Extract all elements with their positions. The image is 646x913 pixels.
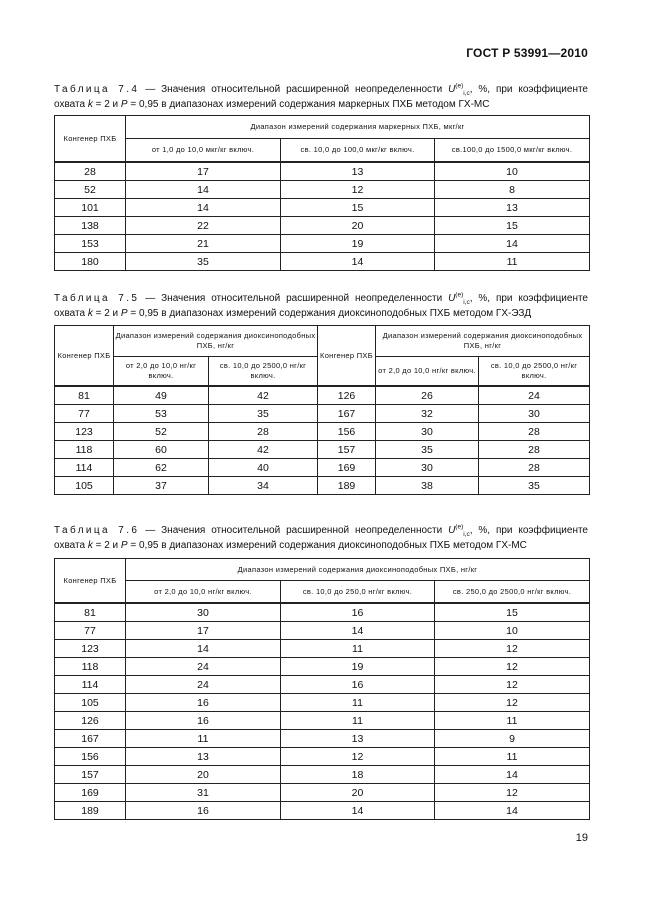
table-cell: 10: [435, 162, 590, 181]
table-cell: 15: [281, 199, 435, 217]
table-cell: 15: [435, 217, 590, 235]
table-cell: 62: [114, 459, 209, 477]
table-cell: 8: [435, 181, 590, 199]
table-cell: 12: [435, 694, 590, 712]
table-row: [55, 640, 590, 658]
header-congener-left: Конгенер ПХБ: [55, 326, 114, 387]
table-cell: 21: [126, 235, 281, 253]
table-cell: 28: [209, 423, 318, 441]
table-cell: 52: [114, 423, 209, 441]
table-cell: 15: [435, 603, 590, 622]
table-row: [55, 405, 590, 423]
document-header: ГОСТ Р 53991—2010: [466, 46, 588, 60]
table-cell: 13: [126, 748, 281, 766]
table-cell: 24: [126, 676, 281, 694]
table-cell: 19: [281, 235, 435, 253]
table-cell: 34: [209, 477, 318, 495]
table-cell: 24: [479, 386, 590, 405]
table-cell: 14: [435, 802, 590, 820]
caption-text: , %, при коэффициенте охвата: [54, 84, 588, 110]
subheader-range-3: св. 250,0 до 2500,0 нг/кг включ.: [435, 581, 590, 604]
table-cell: 126: [318, 386, 376, 405]
table-cell: 14: [281, 622, 435, 640]
table-cell: 16: [126, 694, 281, 712]
table-cell: 12: [435, 640, 590, 658]
header-congener: Конгенер ПХБ: [55, 116, 126, 163]
caption-label: Таблица 7.5: [54, 293, 140, 304]
table-cell: 12: [435, 658, 590, 676]
table-cell: 12: [435, 784, 590, 802]
table-row: [55, 694, 590, 712]
caption-p: P: [120, 308, 128, 319]
table-cell: 11: [281, 694, 435, 712]
table-cell: 81: [55, 603, 126, 622]
caption-text: = 0,95 в диапазонах измерений содержания диоксиноподобных ПХБ методом ГХ-МС: [127, 540, 527, 551]
table-cell: 14: [435, 766, 590, 784]
table-cell: 16: [281, 676, 435, 694]
table-row: [55, 676, 590, 694]
caption-label: Таблица 7.4: [54, 84, 140, 95]
table-cell: 81: [55, 386, 114, 405]
header-congener: Конгенер ПХБ: [55, 559, 126, 604]
table-row: [55, 459, 590, 477]
table-cell: 138: [55, 217, 126, 235]
table-cell: 14: [281, 802, 435, 820]
subheader-range-2: св. 10,0 до 250,0 нг/кг включ.: [281, 581, 435, 604]
table-cell: 28: [479, 459, 590, 477]
table-row: [55, 622, 590, 640]
table-row: [55, 199, 590, 217]
table-cell: 11: [281, 640, 435, 658]
table-cell: 26: [376, 386, 479, 405]
table-cell: 30: [376, 459, 479, 477]
table-cell: 105: [55, 694, 126, 712]
table-cell: 16: [126, 802, 281, 820]
table-cell: 38: [376, 477, 479, 495]
table-cell: 22: [126, 217, 281, 235]
table-cell: 30: [126, 603, 281, 622]
caption-k: k: [87, 540, 93, 551]
table-cell: 40: [209, 459, 318, 477]
table-cell: 14: [126, 181, 281, 199]
table-cell: 126: [55, 712, 126, 730]
table-7-6: [54, 558, 590, 820]
header-range: Диапазон измерений содержания маркерных ПХБ, мкг/кг: [126, 116, 590, 139]
table-cell: 49: [114, 386, 209, 405]
caption-text: = 2 и: [92, 99, 121, 110]
table-cell: 42: [209, 386, 318, 405]
subheader-range-4: св. 10,0 до 2500,0 нг/кг включ.: [479, 357, 590, 387]
caption-text: = 0,95 в диапазонах измерений содержания маркерных ПХБ методом ГХ-МС: [127, 99, 490, 110]
table-row: [55, 603, 590, 622]
table-cell: 53: [114, 405, 209, 423]
caption-text: — Значения относительной расширенной неопределенности: [139, 84, 449, 95]
caption-text: , %, при коэффициенте охвата: [54, 525, 588, 551]
table-cell: 189: [55, 802, 126, 820]
table-cell: 17: [126, 622, 281, 640]
table-cell: 157: [55, 766, 126, 784]
table-row: [55, 441, 590, 459]
table-row: [55, 477, 590, 495]
table-cell: 169: [55, 784, 126, 802]
caption-sub: i,c: [463, 531, 470, 538]
table-cell: 37: [114, 477, 209, 495]
table-7-6-caption: [54, 523, 588, 553]
table-row: [55, 784, 590, 802]
table-cell: 156: [318, 423, 376, 441]
table-cell: 14: [126, 199, 281, 217]
caption-sup: (e): [455, 523, 464, 531]
table-row: [55, 253, 590, 271]
subheader-range-1: от 1,0 до 10,0 мкг/кг включ.: [126, 139, 281, 163]
caption-p: P: [120, 99, 128, 110]
table-7-4: [54, 115, 590, 271]
table-row: [55, 217, 590, 235]
table-row: [55, 712, 590, 730]
table-cell: 28: [479, 423, 590, 441]
caption-p: P: [120, 540, 128, 551]
table-cell: 19: [281, 658, 435, 676]
table-cell: 11: [435, 712, 590, 730]
table-cell: 18: [281, 766, 435, 784]
table-cell: 11: [126, 730, 281, 748]
caption-text: — Значения относительной расширенной неопределенности: [139, 525, 449, 536]
table-cell: 35: [479, 477, 590, 495]
table-row: [55, 181, 590, 199]
table-cell: 9: [435, 730, 590, 748]
table-cell: 60: [114, 441, 209, 459]
table-cell: 101: [55, 199, 126, 217]
caption-symbol: U: [448, 293, 456, 304]
table-cell: 114: [55, 676, 126, 694]
table-cell: 114: [55, 459, 114, 477]
table-cell: 17: [126, 162, 281, 181]
table-cell: 20: [281, 217, 435, 235]
table-cell: 16: [126, 712, 281, 730]
table-cell: 167: [318, 405, 376, 423]
table-cell: 11: [435, 748, 590, 766]
caption-k: k: [87, 99, 93, 110]
table-cell: 35: [376, 441, 479, 459]
table-row: [55, 748, 590, 766]
subheader-range-1: от 2,0 до 10,0 нг/кг включ.: [114, 357, 209, 387]
table-7-5: [54, 325, 590, 495]
table-cell: 28: [55, 162, 126, 181]
caption-symbol: U: [448, 84, 456, 95]
table-cell: 31: [126, 784, 281, 802]
subheader-range-3: св.100,0 до 1500,0 мкг/кг включ.: [435, 139, 590, 163]
table-cell: 167: [55, 730, 126, 748]
table-cell: 123: [55, 423, 114, 441]
table-cell: 24: [126, 658, 281, 676]
table-cell: 118: [55, 441, 114, 459]
table-cell: 14: [281, 253, 435, 271]
table-row: [55, 802, 590, 820]
caption-sub: i,c: [463, 299, 470, 306]
table-7-4-caption: [54, 82, 588, 112]
table-cell: 11: [281, 712, 435, 730]
subheader-range-1: от 2,0 до 10,0 нг/кг включ.: [126, 581, 281, 604]
caption-text: = 2 и: [92, 540, 121, 551]
table-cell: 16: [281, 603, 435, 622]
table-cell: 123: [55, 640, 126, 658]
table-cell: 35: [126, 253, 281, 271]
table-cell: 35: [209, 405, 318, 423]
table-cell: 12: [435, 676, 590, 694]
table-cell: 30: [479, 405, 590, 423]
caption-sup: (e): [455, 82, 464, 90]
table-cell: 13: [281, 730, 435, 748]
table-cell: 20: [126, 766, 281, 784]
subheader-range-2: св. 10,0 до 100,0 мкг/кг включ.: [281, 139, 435, 163]
table-cell: 156: [55, 748, 126, 766]
table-row: [55, 766, 590, 784]
caption-sub: i,c: [463, 90, 470, 97]
table-cell: 13: [435, 199, 590, 217]
table-row: [55, 730, 590, 748]
caption-symbol: U: [448, 525, 456, 536]
table-cell: 157: [318, 441, 376, 459]
header-range-right: Диапазон измерений содержания диоксиноподобных ПХБ, нг/кг: [376, 326, 590, 357]
header-congener-right: Конгенер ПХБ: [318, 326, 376, 387]
page-number: 19: [575, 832, 588, 844]
table-cell: 42: [209, 441, 318, 459]
table-cell: 105: [55, 477, 114, 495]
table-cell: 180: [55, 253, 126, 271]
table-cell: 11: [435, 253, 590, 271]
table-cell: 14: [435, 235, 590, 253]
table-cell: 13: [281, 162, 435, 181]
table-cell: 189: [318, 477, 376, 495]
caption-text: = 2 и: [92, 308, 121, 319]
table-cell: 20: [281, 784, 435, 802]
table-cell: 153: [55, 235, 126, 253]
caption-k: k: [87, 308, 93, 319]
table-cell: 118: [55, 658, 126, 676]
caption-text: = 0,95 в диапазонах измерений содержания диоксиноподобных ПХБ методом ГХ-ЭЗД: [127, 308, 532, 319]
table-cell: 14: [126, 640, 281, 658]
table-cell: 30: [376, 423, 479, 441]
table-row: [55, 423, 590, 441]
table-cell: 77: [55, 622, 126, 640]
table-row: [55, 162, 590, 181]
caption-label: Таблица 7.6: [54, 525, 140, 536]
table-cell: 32: [376, 405, 479, 423]
caption-text: , %, при коэффициенте охвата: [54, 293, 588, 319]
subheader-range-2: св. 10,0 до 2500,0 нг/кг включ.: [209, 357, 318, 387]
table-cell: 169: [318, 459, 376, 477]
table-cell: 52: [55, 181, 126, 199]
table-cell: 10: [435, 622, 590, 640]
caption-sup: (e): [455, 291, 464, 299]
table-row: [55, 386, 590, 405]
table-row: [55, 235, 590, 253]
table-cell: 12: [281, 748, 435, 766]
table-row: [55, 658, 590, 676]
header-range-left: Диапазон измерений содержания диоксиноподобных ПХБ, нг/кг: [114, 326, 318, 357]
table-cell: 28: [479, 441, 590, 459]
table-cell: 77: [55, 405, 114, 423]
table-cell: 12: [281, 181, 435, 199]
header-range: Диапазон измерений содержания диоксиноподобных ПХБ, нг/кг: [126, 559, 590, 581]
table-7-5-caption: [54, 291, 588, 321]
subheader-range-3: от 2,0 до 10,0 нг/кг включ.: [376, 357, 479, 387]
caption-text: — Значения относительной расширенной неопределенности: [139, 293, 449, 304]
